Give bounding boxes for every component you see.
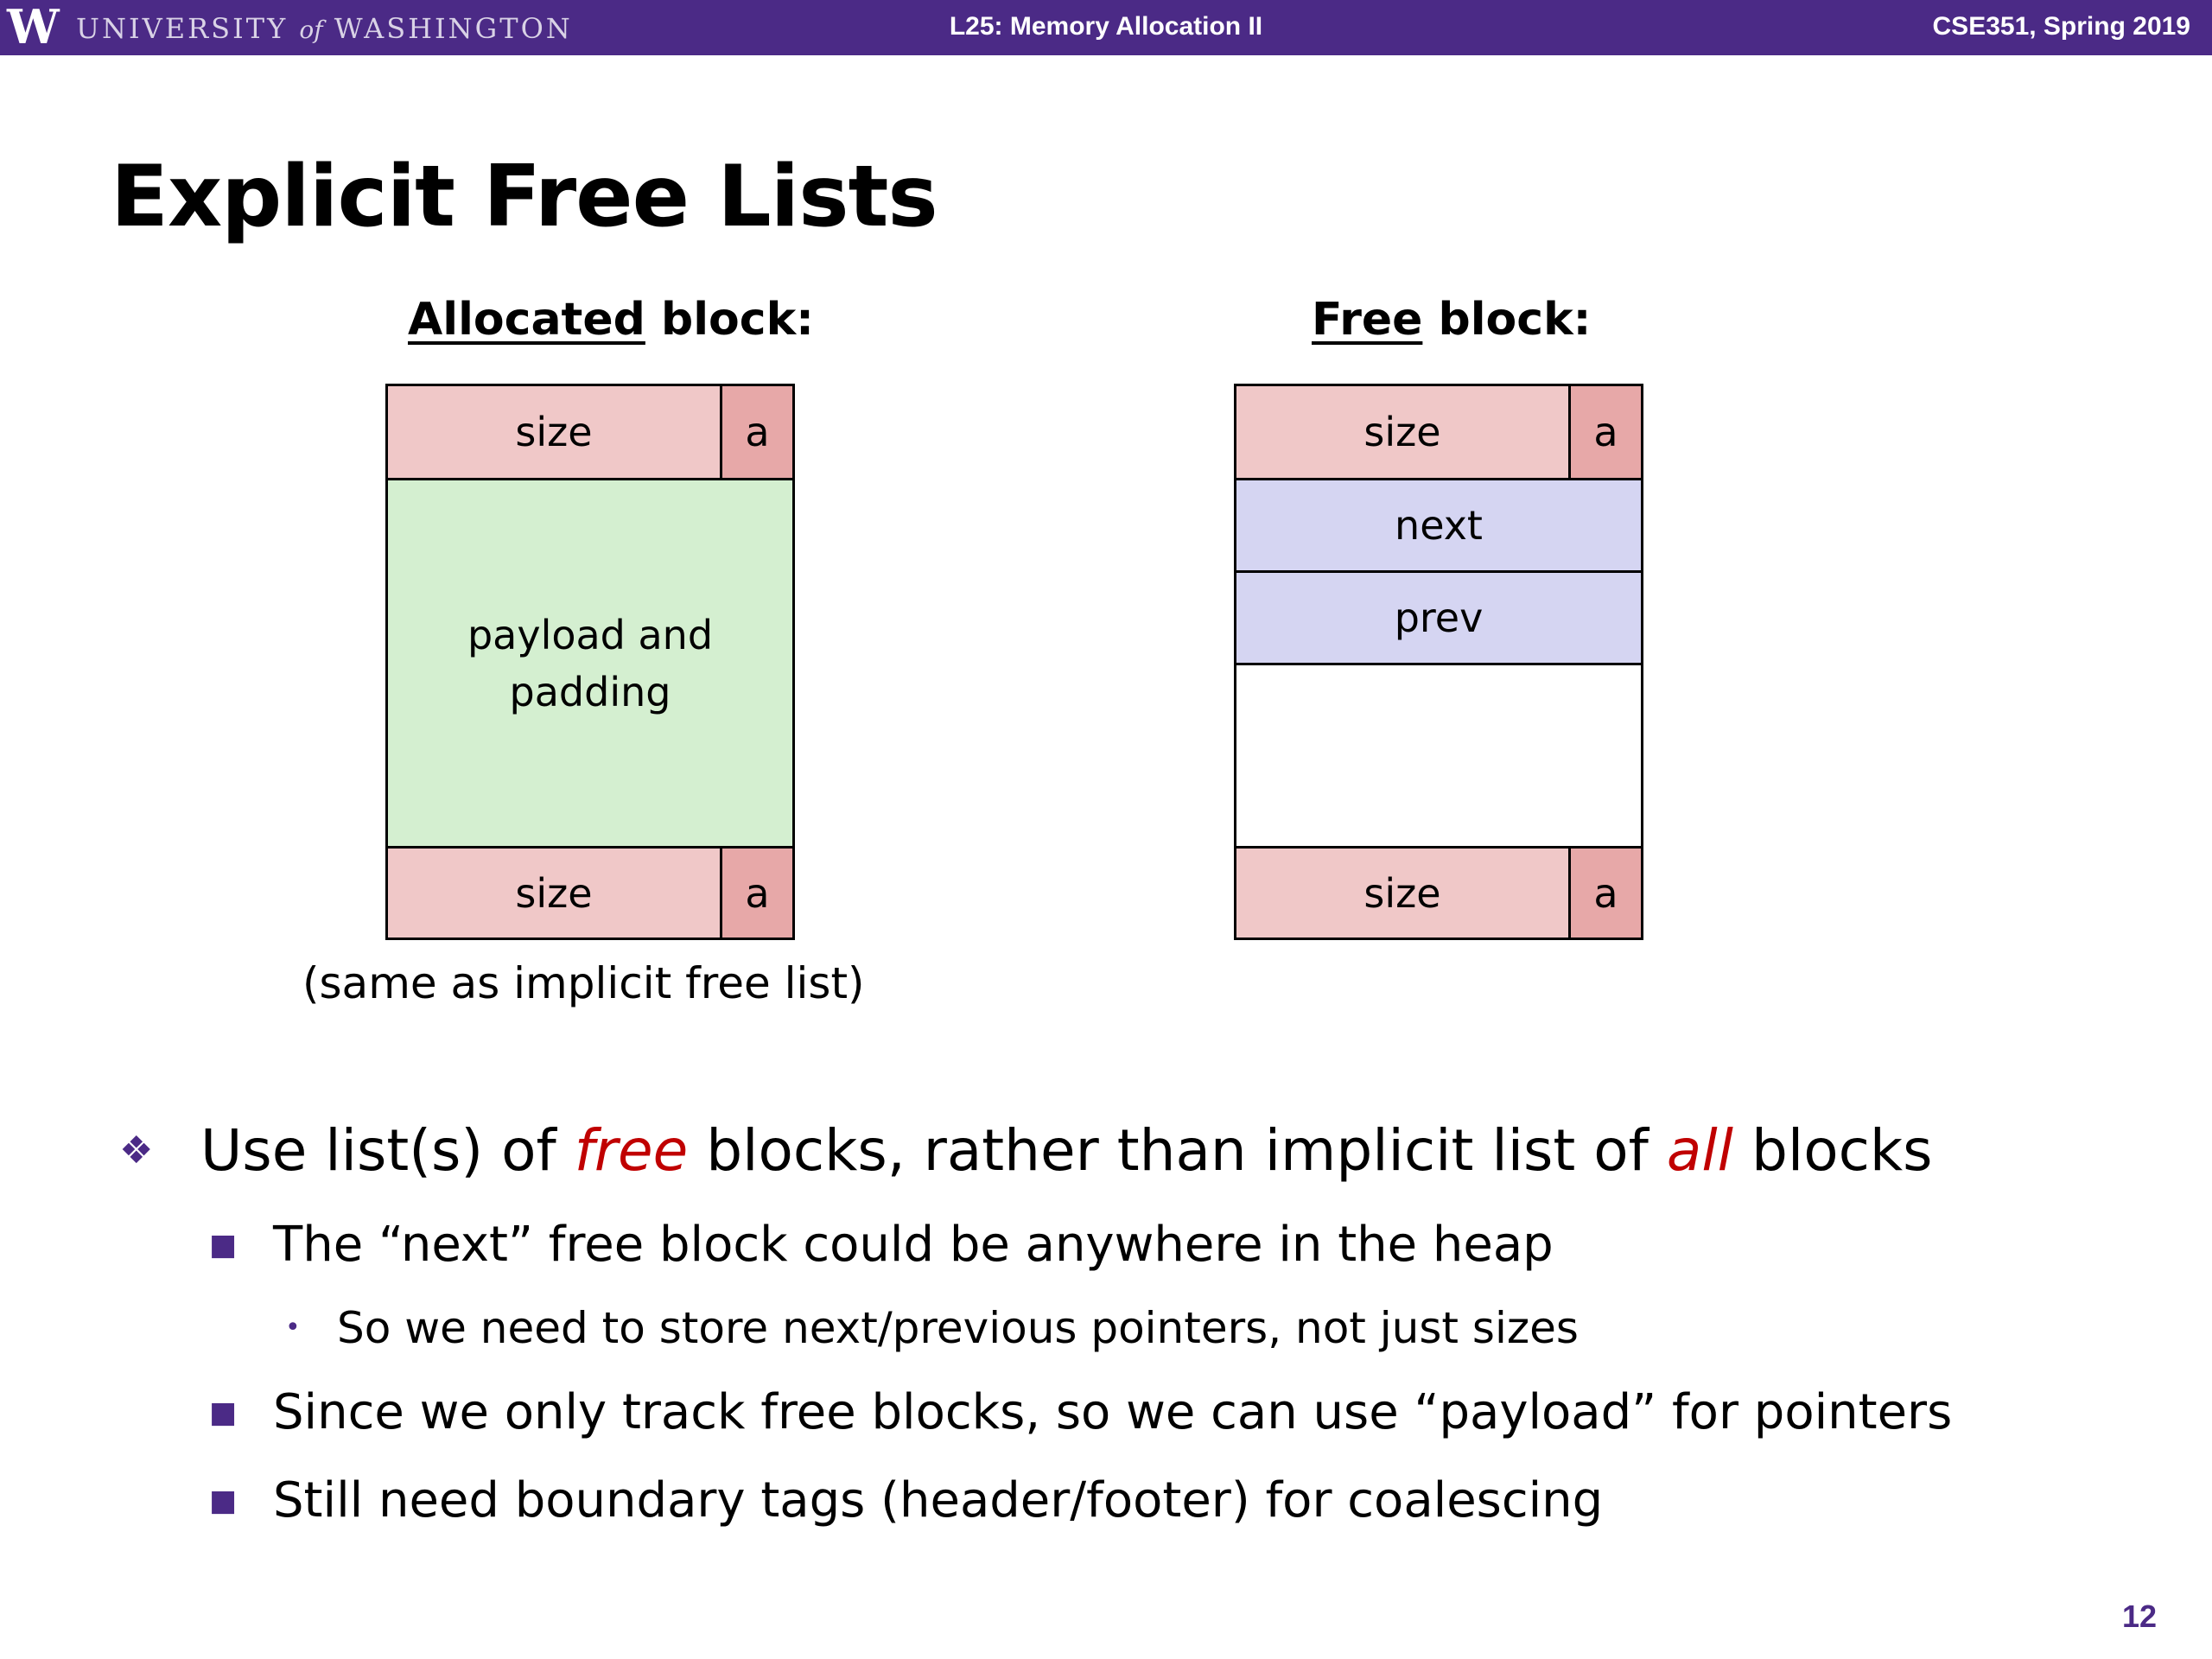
free-block-heading — [1312, 292, 1591, 347]
allocated-footer-a: a — [720, 846, 792, 938]
university-name-of: of — [299, 16, 323, 44]
course-info: CSE351, Spring 2019 — [1932, 12, 2190, 41]
university-name-pre: UNIVERSITY — [76, 12, 289, 45]
page-number: 12 — [2121, 1599, 2157, 1634]
bullet-level3-store-pointers: So we need to store next/previous pointers, not just sizes — [337, 1303, 1579, 1353]
free-header-size: size — [1236, 386, 1568, 478]
allocated-header-size: size — [388, 386, 720, 478]
free-footer-size: size — [1236, 846, 1568, 938]
bullet1-pre: Use list(s) of — [200, 1117, 575, 1184]
square-bullet-icon: ■ — [209, 1484, 238, 1518]
allocated-block-heading — [408, 292, 814, 347]
free-block-diagram — [1234, 384, 1643, 940]
allocated-heading-underlined: Allocated — [408, 294, 645, 346]
uw-logo-icon: W — [7, 0, 60, 54]
bullet-level2-payload-pointers: Since we only track free blocks, so we can use “payload” for pointers — [273, 1384, 1953, 1440]
dot-bullet-icon: • — [285, 1313, 301, 1343]
payload-line-1: payload and — [467, 611, 714, 658]
diamond-bullet-icon: ❖ — [119, 1128, 154, 1173]
free-heading-underlined: Free — [1312, 294, 1423, 346]
free-prev-pointer: prev — [1236, 570, 1641, 663]
allocated-block-diagram — [385, 384, 795, 940]
free-next-pointer: next — [1236, 478, 1641, 570]
slide-title: Explicit Free Lists — [111, 148, 938, 246]
free-footer-a: a — [1568, 846, 1641, 938]
square-bullet-icon: ■ — [209, 1395, 238, 1430]
allocated-heading-rest: block: — [645, 294, 814, 346]
allocated-footer-size: size — [388, 846, 720, 938]
bullet1-all-emphasis: all — [1666, 1117, 1734, 1184]
allocated-payload — [388, 478, 792, 846]
payload-line-2: padding — [509, 668, 671, 715]
lecture-title: L25: Memory Allocation II — [949, 12, 1263, 41]
bullet-level2-next-anywhere: The “next” free block could be anywhere in the heap — [273, 1217, 1554, 1273]
free-unused-space — [1236, 663, 1641, 846]
bullet1-post: blocks — [1733, 1117, 1933, 1184]
allocated-caption: (same as implicit free list) — [302, 958, 865, 1008]
bullet1-mid: blocks, rather than implicit list of — [688, 1117, 1667, 1184]
bullet-level2-boundary-tags: Still need boundary tags (header/footer) for coalescing — [273, 1472, 1604, 1529]
allocated-header-a: a — [720, 386, 792, 478]
header-bar — [0, 0, 2212, 55]
free-header-a: a — [1568, 386, 1641, 478]
bullet1-free-emphasis: free — [574, 1117, 689, 1184]
free-heading-rest: block: — [1422, 294, 1592, 346]
square-bullet-icon: ■ — [209, 1228, 238, 1262]
bullet-level1 — [200, 1116, 1933, 1185]
university-name-post: WASHINGTON — [334, 12, 573, 45]
